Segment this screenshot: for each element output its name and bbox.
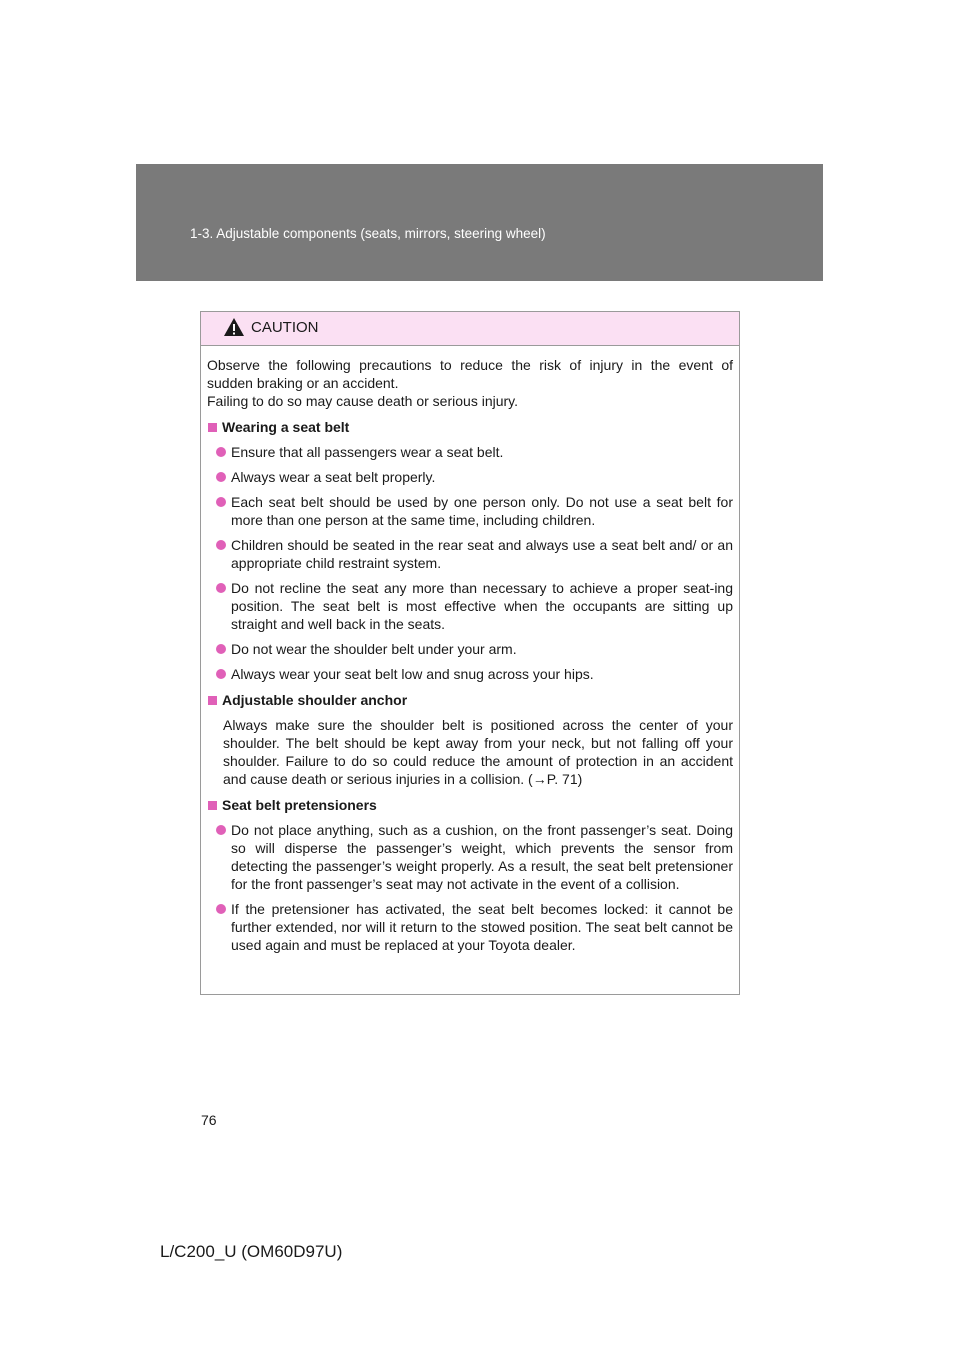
caution-box xyxy=(200,311,740,995)
section-title-shoulder-anchor: Adjustable shoulder anchor xyxy=(207,691,733,709)
bullet-item: Each seat belt should be used by one person only. Do not use a seat belt for more than one person at the same time, including children. xyxy=(207,493,733,529)
chapter-header xyxy=(136,164,823,281)
bullet-item: Children should be seated in the rear seat and always use a seat belt and/ or an appropriate child restraint system. xyxy=(207,536,733,572)
circle-bullet-icon xyxy=(216,472,226,482)
bullet-item: Do not place anything, such as a cushion, on the front passenger’s seat. Doing so will disperse the passenger’s weight, which prevents the sensor from detecting the passenger’s weight properly. As a result, the seat belt pretensioner for the front passenger’s seat may not activate in the event of a collision. xyxy=(207,821,733,893)
caution-intro xyxy=(207,356,733,410)
circle-bullet-icon xyxy=(216,497,226,507)
circle-bullet-icon xyxy=(216,447,226,457)
bullet-item: Always wear a seat belt properly. xyxy=(207,468,733,486)
caution-body xyxy=(201,346,739,954)
intro-line-3: Failing to do so may cause death or serious injury. xyxy=(207,393,519,409)
chapter-title: 1-3. Adjustable components (seats, mirrors, steering wheel) xyxy=(190,226,546,241)
bullet-item: Always wear your seat belt low and snug across your hips. xyxy=(207,665,733,683)
square-bullet-icon xyxy=(208,423,217,432)
square-bullet-icon xyxy=(208,696,217,705)
circle-bullet-icon xyxy=(216,825,226,835)
bullet-item: If the pretensioner has activated, the seat belt becomes locked: it cannot be further extended, nor will it return to the stowed position. The seat belt cannot be used again and must be replaced at your Toyota dealer. xyxy=(207,900,733,954)
bullet-item: Do not recline the seat any more than necessary to achieve a proper seat-ing position. The seat belt is most effective when the occupants are sitting up straight and well back in the seats. xyxy=(207,579,733,633)
bullet-item: Do not wear the shoulder belt under your arm. xyxy=(207,640,733,658)
page-number: 76 xyxy=(201,1112,217,1128)
intro-line-2: sudden braking or an accident. xyxy=(207,375,399,391)
circle-bullet-icon xyxy=(216,669,226,679)
square-bullet-icon xyxy=(208,801,217,810)
caution-label: CAUTION xyxy=(251,319,319,336)
footer-code: L/C200_U (OM60D97U) xyxy=(160,1242,343,1261)
warning-triangle-icon xyxy=(223,317,245,337)
shoulder-anchor-text: Always make sure the shoulder belt is positioned across the center of your shoulder. The belt should be kept away from your neck, but not falling off your shoulder. Failure to do so could reduce the amount of protection in an accident and cause death or serious injuries in a collision. (→P. 71) xyxy=(223,717,733,787)
section-title-wearing: Wearing a seat belt xyxy=(207,418,733,436)
circle-bullet-icon xyxy=(216,540,226,550)
bullet-item: Ensure that all passengers wear a seat belt. xyxy=(207,443,733,461)
circle-bullet-icon xyxy=(216,583,226,593)
caution-header xyxy=(201,312,739,346)
section-title-pretensioners: Seat belt pretensioners xyxy=(207,796,733,814)
intro-line-1: Observe the following precautions to reduce the risk of injury in the event of xyxy=(207,357,733,373)
circle-bullet-icon xyxy=(216,644,226,654)
circle-bullet-icon xyxy=(216,904,226,914)
